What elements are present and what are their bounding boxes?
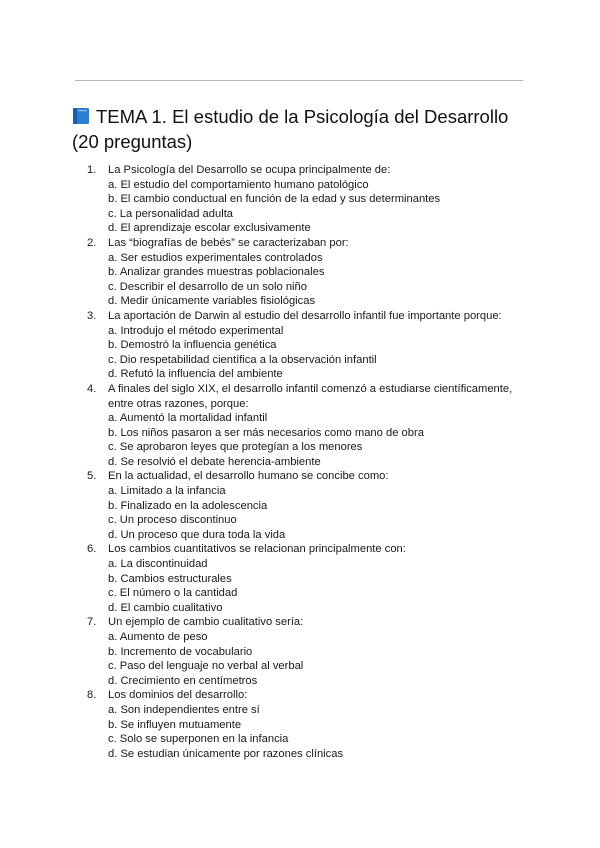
answer-option: a. Introdujo el método experimental <box>108 324 284 337</box>
question-text: A finales del siglo XIX, el desarrollo infantil comenzó a estudiarse científicamente, entre otras razones, porque: <box>108 382 513 410</box>
question-number: 3. <box>87 309 97 322</box>
answer-options <box>108 178 528 236</box>
question-item <box>87 688 528 761</box>
question-item <box>87 309 528 382</box>
answer-option: a. Aumentó la mortalidad infantil <box>108 412 268 425</box>
answer-options <box>108 411 528 469</box>
answer-option: b. Cambios estructurales <box>108 572 232 585</box>
page-title <box>72 104 532 154</box>
answer-option: d. Crecimiento en centímetros <box>108 674 258 687</box>
question-item <box>87 382 528 470</box>
question-number: 8. <box>87 689 97 702</box>
answer-option: a. Aumento de peso <box>108 631 208 643</box>
answer-option: b. Los niños pasaron a ser más necesarios como mano de obra <box>108 426 424 439</box>
question-list <box>87 163 528 761</box>
question-text: La aportación de Darwin al estudio del desarrollo infantil fue importante porque: <box>108 309 502 322</box>
question-text: Las “biografías de bebés” se caracterizaban por: <box>108 236 349 249</box>
question-number: 5. <box>87 470 97 483</box>
answer-option: c. Un proceso discontinuo <box>108 514 237 527</box>
answer-option: d. Medir únicamente variables fisiológicas <box>108 295 316 308</box>
answer-options <box>108 484 528 542</box>
question-item <box>87 542 528 615</box>
answer-option: c. El número o la cantidad <box>108 587 238 600</box>
question-text: Los cambios cuantitativos se relacionan principalmente con: <box>108 543 406 556</box>
answer-option: d. El aprendizaje escolar exclusivamente <box>108 222 311 235</box>
answer-option: c. Describir el desarrollo de un solo niño <box>108 280 307 293</box>
question-number: 4. <box>87 382 97 395</box>
answer-option: b. Finalizado en la adolescencia <box>108 499 268 512</box>
answer-option: a. Son independientes entre sí <box>108 703 260 716</box>
answer-option: a. Ser estudios experimentales controlados <box>108 251 323 264</box>
question-item <box>87 469 528 542</box>
answer-option: c. Solo se superponen en la infancia <box>108 733 289 746</box>
answer-option: a. El estudio del comportamiento humano patológico <box>108 178 369 191</box>
answer-options <box>108 324 528 382</box>
answer-options <box>108 703 528 761</box>
question-text: En la actualidad, el desarrollo humano se concibe como: <box>108 470 389 483</box>
answer-options <box>108 557 528 615</box>
answer-option: b. Analizar grandes muestras poblacionales <box>108 266 325 279</box>
question-item <box>87 236 528 309</box>
answer-option: d. Se estudian únicamente por razones clínicas <box>108 747 344 760</box>
answer-options <box>108 251 528 309</box>
answer-options <box>108 630 528 688</box>
answer-option: d. El cambio cualitativo <box>108 601 223 614</box>
question-number: 1. <box>87 164 97 176</box>
question-item <box>87 163 528 236</box>
answer-option: b. Demostró la influencia genética <box>108 339 277 352</box>
answer-option: d. Refutó la influencia del ambiente <box>108 368 283 381</box>
answer-option: d. Un proceso que dura toda la vida <box>108 528 286 541</box>
answer-option: b. Se influyen mutuamente <box>108 718 242 731</box>
page-title-text: TEMA 1. El estudio de la Psicología del Desarrollo (20 preguntas) <box>72 106 509 152</box>
answer-option: a. La discontinuidad <box>108 558 208 571</box>
answer-option: b. Incremento de vocabulario <box>108 645 253 658</box>
answer-option: a. Limitado a la infancia <box>108 485 226 498</box>
answer-option: d. Se resolvió el debate herencia-ambiente <box>108 455 321 468</box>
question-number: 7. <box>87 616 97 629</box>
answer-option: c. Paso del lenguaje no verbal al verbal <box>108 660 304 673</box>
question-text: Los dominios del desarrollo: <box>108 689 248 702</box>
answer-option: c. Se aprobaron leyes que protegían a los menores <box>108 441 363 454</box>
question-number: 2. <box>87 236 97 249</box>
question-item <box>87 615 528 688</box>
answer-option: c. Dio respetabilidad científica a la observación infantil <box>108 353 377 366</box>
horizontal-divider <box>75 80 523 81</box>
answer-option: b. El cambio conductual en función de la edad y sus determinantes <box>108 193 441 206</box>
question-text: Un ejemplo de cambio cualitativo sería: <box>108 616 304 629</box>
answer-option: c. La personalidad adulta <box>108 207 234 220</box>
question-text: La Psicología del Desarrollo se ocupa principalmente de: <box>108 164 391 176</box>
book-icon <box>72 107 90 125</box>
question-number: 6. <box>87 543 97 556</box>
